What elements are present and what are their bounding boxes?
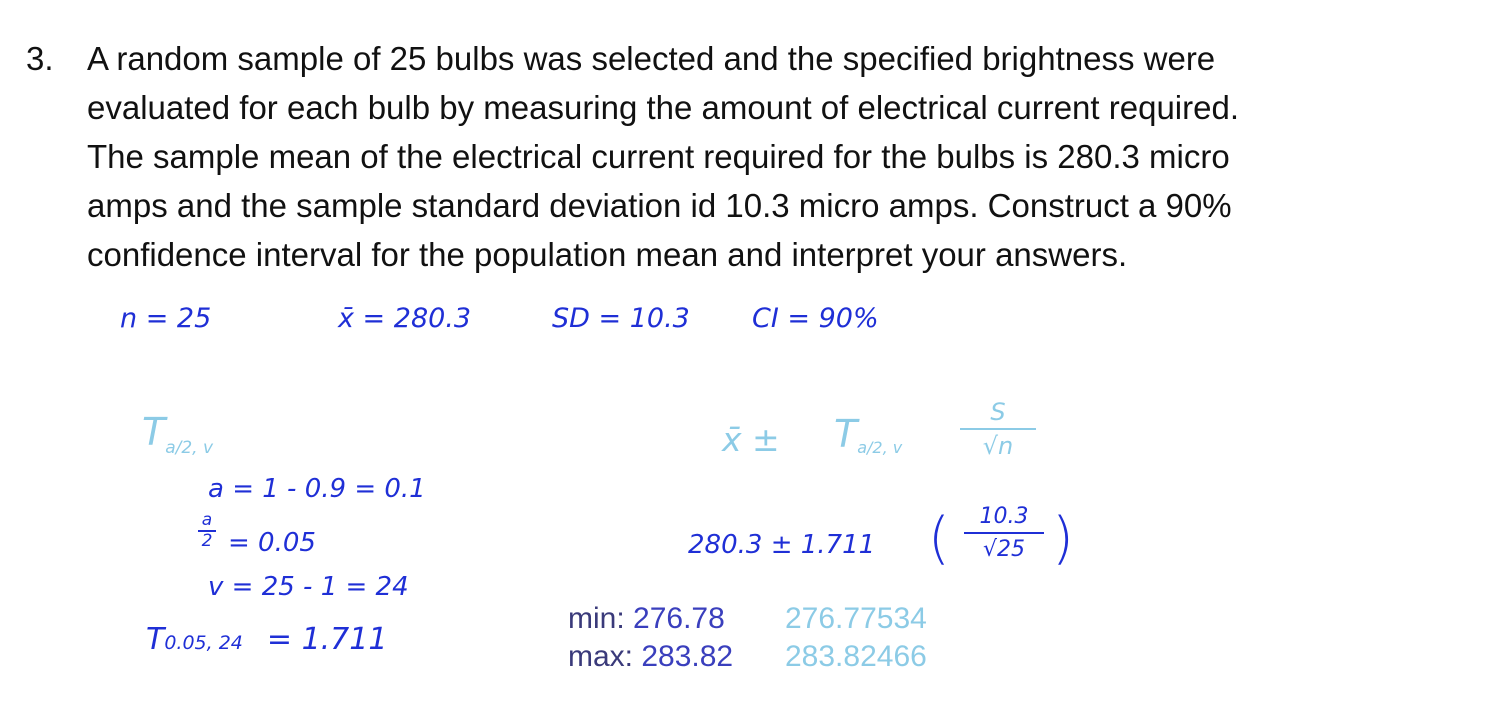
problem-number: 3. [26, 40, 54, 77]
min-full-value: 276.77534 [785, 602, 927, 635]
close-paren: ) [1052, 506, 1074, 571]
formula-denominator: √n [982, 432, 1014, 460]
problem-line: evaluated for each bulb by measuring the amount of electrical current required. [87, 89, 1239, 126]
given-ci: CI = 90% [752, 303, 879, 334]
t-subscript: a/2, v [165, 438, 214, 458]
half-alpha-fraction [196, 512, 218, 550]
given-sd: SD = 10.3 [552, 303, 690, 334]
t-value-symbol: T [146, 622, 165, 657]
max-label: max: [568, 640, 634, 673]
formula-fraction-bar [960, 428, 1036, 430]
alpha-calc: a = 1 - 0.9 = 0.1 [208, 474, 426, 504]
problem-text [87, 34, 1487, 279]
min-value: 276.78 [633, 602, 725, 635]
formula-t-symbol: T [834, 412, 858, 456]
df-calc: v = 25 - 1 = 24 [208, 572, 409, 602]
t-symbol: T [142, 410, 166, 454]
min-row [568, 600, 927, 638]
max-full-value: 283.82466 [785, 640, 927, 673]
t-value: = 1.711 [266, 622, 388, 657]
substitution-fraction-bar [964, 532, 1044, 534]
max-value: 283.82 [641, 640, 734, 673]
t-value-line [146, 622, 387, 657]
t-value-subscript: 0.05, 24 [164, 632, 243, 654]
t-heading [142, 410, 213, 458]
problem-line: amps and the sample standard deviation id 10.3 micro amps. Construct a 90% [87, 187, 1232, 224]
given-n: n = 25 [120, 303, 212, 334]
problem-line: confidence interval for the population mean and interpret your answers. [87, 236, 1128, 273]
min-label: min: [568, 602, 625, 635]
substitution-fraction [964, 504, 1044, 562]
substitution-lhs: 280.3 ± 1.711 [688, 530, 876, 560]
formula-t [834, 412, 902, 457]
half-alpha-den: 2 [201, 531, 213, 551]
substitution-denominator: √25 [982, 537, 1025, 562]
given-xbar: x̄ = 280.3 [338, 303, 472, 334]
half-alpha-calc: = 0.05 [228, 528, 316, 558]
half-alpha-num: a [201, 510, 213, 530]
problem-line: A random sample of 25 bulbs was selected and the specified brightness were [87, 40, 1216, 77]
problem-line: The sample mean of the electrical current required for the bulbs is 280.3 micro [87, 138, 1230, 175]
formula-numerator: S [990, 398, 1006, 426]
substitution-numerator: 10.3 [979, 504, 1029, 529]
formula-lhs: x̄ ± [722, 420, 780, 459]
max-row [568, 638, 927, 676]
open-paren: ( [928, 506, 950, 571]
results [568, 600, 927, 676]
formula-t-subscript: a/2, v [857, 438, 903, 457]
formula-fraction [960, 398, 1036, 460]
